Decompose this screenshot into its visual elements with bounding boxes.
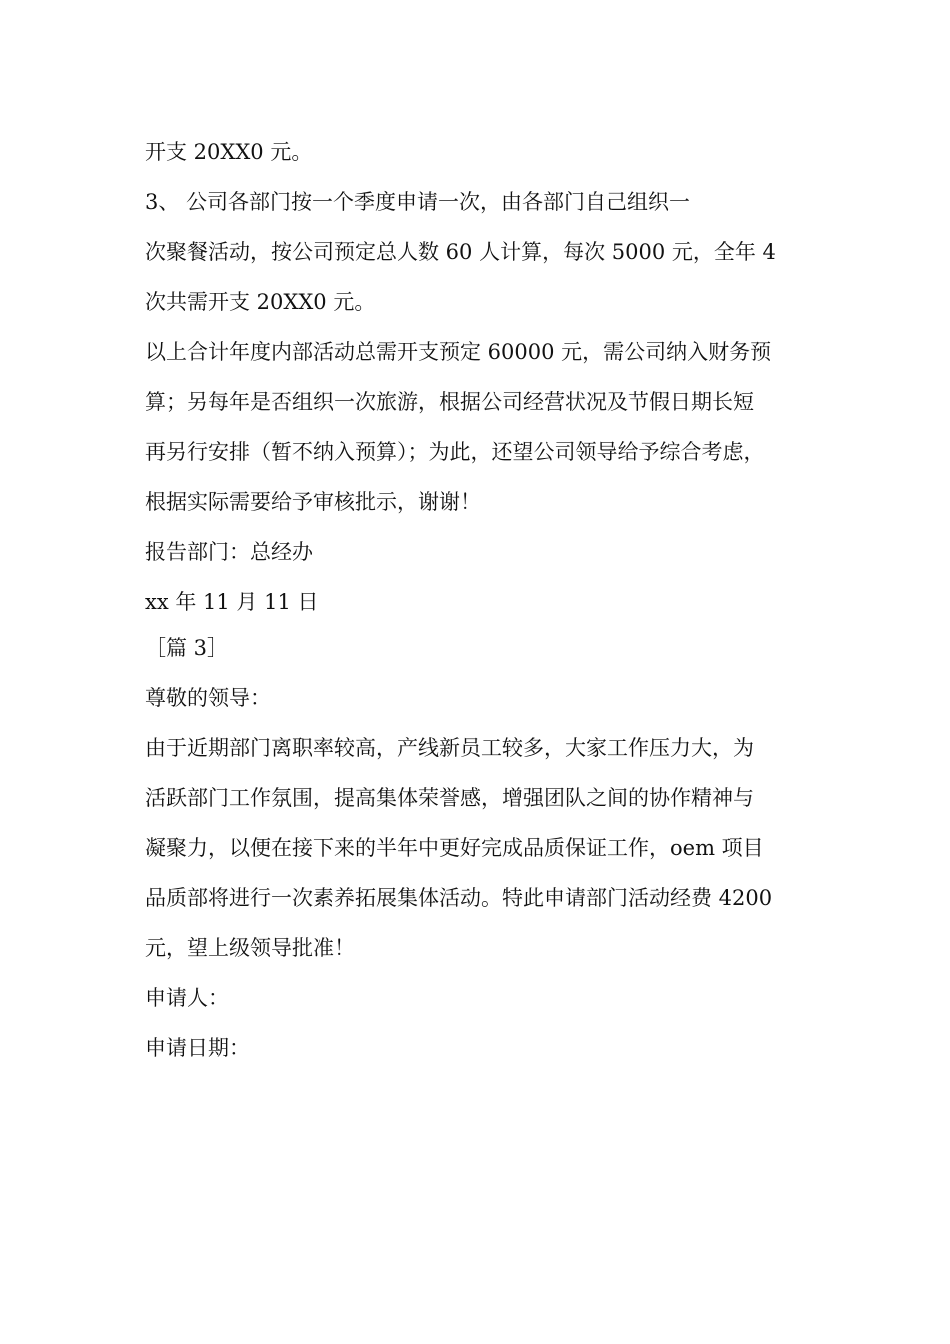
text-line: 品质部将进行一次素养拓展集体活动。特此申请部门活动经费 4200 [145, 886, 773, 910]
section-heading: ［篇 3］ [145, 636, 229, 660]
text-line: 凝聚力，以便在接下来的半年中更好完成品质保证工作，oem 项目 [145, 836, 764, 860]
text-line: 由于近期部门离职率较高，产线新员工较多，大家工作压力大，为 [145, 736, 754, 760]
report-department: 报告部门：总经办 [145, 540, 313, 564]
text-line: 次聚餐活动，按公司预定总人数 60 人计算，每次 5000 元，全年 4 [145, 240, 776, 264]
text-line: 根据实际需要给予审核批示，谢谢！ [145, 490, 481, 514]
report-date: xx 年 11 月 11 日 [145, 590, 319, 614]
text-line: 活跃部门工作氛围，提高集体荣誉感，增强团队之间的协作精神与 [145, 786, 754, 810]
text-line: 开支 20XX0 元。 [145, 140, 313, 164]
application-date-label: 申请日期： [145, 1036, 250, 1060]
applicant-label: 申请人： [145, 986, 229, 1010]
text-line: 次共需开支 20XX0 元。 [145, 290, 376, 314]
list-item-3: 3、 公司各部门按一个季度申请一次，由各部门自己组织一 [145, 190, 691, 214]
salutation: 尊敬的领导： [145, 686, 271, 710]
text-line: 再另行安排（暂不纳入预算）；为此，还望公司领导给予综合考虑， [145, 440, 765, 464]
text-line: 算；另每年是否组织一次旅游，根据公司经营状况及节假日期长短 [145, 390, 754, 414]
text-line: 元，望上级领导批准！ [145, 936, 355, 960]
text-line: 以上合计年度内部活动总需开支预定 60000 元，需公司纳入财务预 [145, 340, 772, 364]
